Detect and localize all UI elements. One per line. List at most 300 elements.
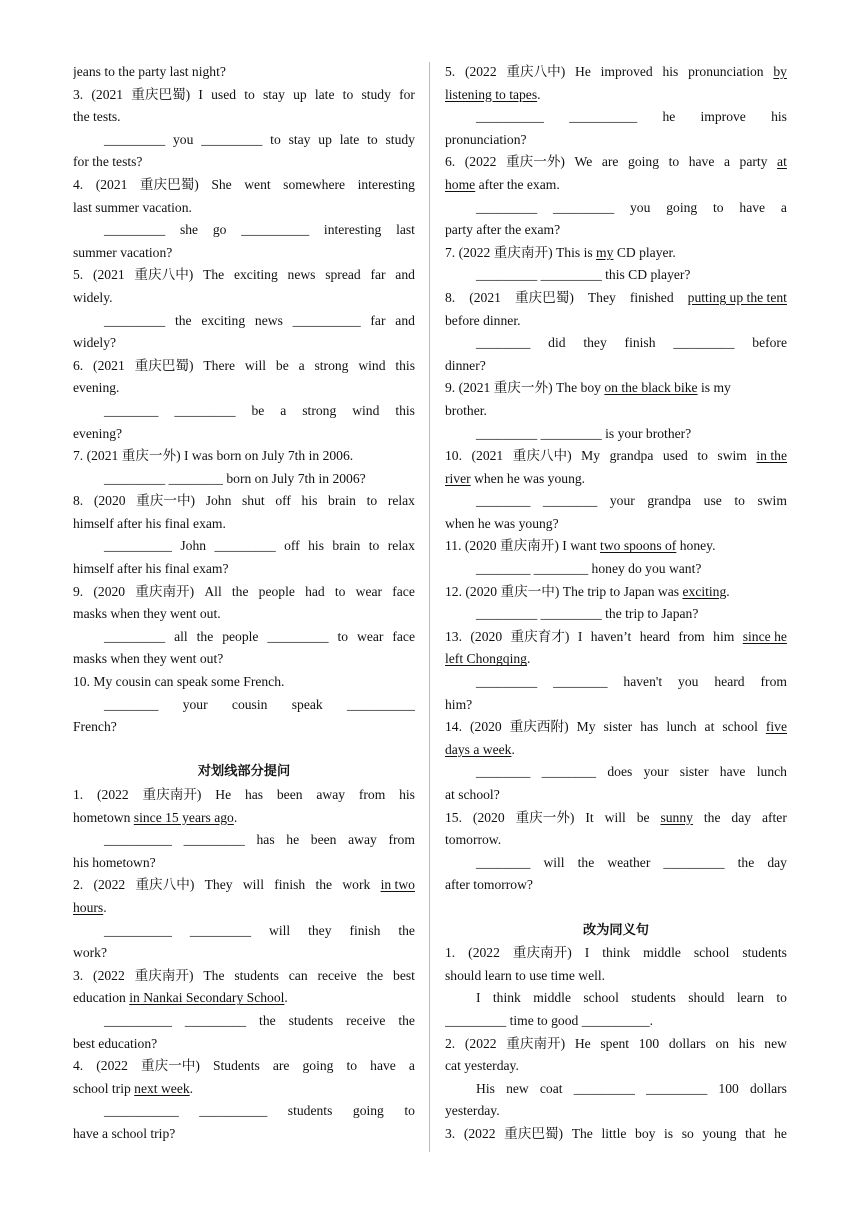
text-segment: have: [739, 199, 766, 215]
text-segment: been: [276, 787, 303, 802]
text-line: [445, 965, 787, 988]
text-line: [445, 942, 787, 965]
text-segment: does: [607, 764, 633, 780]
text-segment: to: [334, 583, 346, 599]
text-segment: dollars: [749, 1080, 787, 1096]
text-line: [445, 535, 787, 558]
text-line: [445, 739, 787, 762]
text-segment: receive: [346, 1012, 386, 1028]
text-segment: brother.: [445, 402, 487, 418]
text-segment: sister: [603, 719, 633, 735]
text-segment: 12. (2020 重庆一中) The trip to Japan was: [445, 583, 683, 599]
text-line: [445, 1010, 787, 1033]
text-segment: new: [506, 1080, 529, 1096]
text-segment: _________: [573, 1080, 635, 1096]
text-segment: yesterday.: [445, 1103, 500, 1119]
text-segment: a: [280, 402, 287, 418]
text-segment: _________: [646, 1080, 708, 1096]
text-segment: My: [576, 719, 596, 735]
text-segment: lunch: [666, 719, 697, 735]
text-line: [445, 626, 787, 649]
text-segment: school: [583, 990, 619, 1006]
text-segment: widely.: [73, 289, 113, 305]
text-segment: hometown: [73, 809, 134, 825]
text-segment: off: [275, 493, 291, 509]
text-segment: he: [286, 832, 300, 848]
text-segment: the: [259, 1012, 276, 1028]
text-line: [445, 1033, 787, 1056]
text-line: [73, 942, 415, 965]
text-segment: is: [664, 1125, 674, 1141]
text-segment: will: [244, 357, 267, 373]
text-line: [445, 1078, 787, 1101]
text-segment: relax: [387, 538, 415, 554]
text-segment: __________: [569, 109, 638, 125]
underlined-text: hours: [73, 899, 104, 915]
text-line: [445, 332, 787, 355]
underlined-text: at: [777, 154, 787, 170]
text-segment: education: [73, 990, 130, 1006]
text-segment: the: [231, 583, 249, 599]
text-segment: the: [398, 922, 415, 938]
text-segment: haven't: [623, 674, 663, 690]
text-segment: did: [548, 335, 566, 351]
text-segment: __________: [104, 922, 172, 938]
text-segment: little: [601, 1125, 627, 1141]
text-segment: to: [404, 1103, 415, 1119]
text-segment: day: [731, 809, 752, 825]
text-segment: the: [366, 967, 384, 983]
text-line: [445, 377, 787, 400]
text-line: [445, 151, 787, 174]
text-segment: before: [752, 335, 787, 351]
text-segment: the: [398, 1012, 415, 1028]
text-segment: 8.: [73, 493, 84, 509]
text-segment: to: [337, 628, 349, 644]
text-segment: going: [302, 1058, 334, 1074]
text-line: [73, 468, 415, 491]
text-segment: the: [703, 809, 721, 825]
left-column: [73, 61, 415, 1146]
text-line: [445, 445, 787, 468]
text-line: [73, 807, 415, 830]
text-line: [73, 1078, 415, 1101]
text-segment: .: [726, 583, 730, 599]
text-segment: go: [212, 222, 227, 238]
text-line: [445, 694, 787, 717]
text-line: [73, 558, 415, 581]
text-segment: strong: [302, 402, 337, 418]
text-segment: used: [662, 448, 688, 464]
text-segment: _________: [476, 674, 538, 690]
text-segment: (2022: [464, 154, 497, 170]
text-segment: swim: [757, 493, 787, 509]
text-segment: interesting: [323, 222, 382, 238]
text-segment: grandpa: [609, 448, 654, 464]
text-segment: _________ time to good __________.: [445, 1012, 654, 1028]
text-line: [445, 829, 787, 852]
text-line: [445, 648, 787, 671]
text-segment: 重庆巴蜀): [131, 86, 191, 102]
text-segment: and: [395, 312, 415, 328]
text-segment: __________: [347, 696, 415, 712]
text-line: [73, 897, 415, 920]
text-segment: pronunciation?: [445, 131, 527, 147]
text-segment: from: [760, 674, 787, 690]
text-segment: tomorrow.: [445, 832, 502, 848]
text-line: [445, 264, 787, 287]
text-segment: 4.: [73, 176, 84, 192]
text-segment: (2022: [464, 64, 497, 79]
text-segment: evening?: [73, 425, 123, 441]
text-segment: learn: [736, 990, 764, 1006]
text-segment: have a school trip?: [73, 1125, 176, 1141]
text-line: [445, 1123, 787, 1146]
text-segment: his: [738, 1035, 755, 1051]
text-segment: 改为同义句: [583, 922, 649, 938]
text-segment: party: [739, 154, 768, 170]
text-segment: ________: [476, 854, 531, 870]
text-segment: they: [308, 922, 332, 938]
text-line: [73, 219, 415, 242]
text-segment: use: [703, 493, 722, 509]
text-line: [445, 219, 787, 242]
text-segment: ________: [476, 335, 531, 351]
text-line: [73, 423, 415, 446]
text-segment: his: [301, 493, 318, 509]
text-segment: is my: [697, 380, 731, 396]
text-segment: and: [395, 267, 415, 283]
text-segment: 2.: [445, 1035, 456, 1051]
text-segment: best: [393, 967, 415, 983]
text-segment: face: [392, 583, 415, 599]
text-segment: should learn to use time well.: [445, 967, 606, 983]
text-segment: himself after his final exam?: [73, 561, 229, 577]
text-segment: you: [678, 674, 699, 690]
text-segment: __________: [292, 312, 361, 328]
text-segment: late: [339, 131, 360, 147]
text-segment: summer vacation?: [73, 244, 173, 260]
text-segment: will: [242, 877, 264, 893]
text-line: [73, 716, 415, 739]
text-segment: lunch: [756, 764, 787, 780]
text-segment: the: [196, 628, 214, 644]
text-segment: __________: [476, 109, 544, 125]
text-segment: She: [211, 176, 232, 192]
text-segment: students: [287, 1103, 333, 1119]
text-segment: has: [256, 832, 275, 848]
text-line: [73, 874, 415, 897]
text-line: [445, 603, 787, 626]
text-line: [73, 694, 415, 717]
text-segment: finish: [624, 335, 656, 351]
text-line: [445, 761, 787, 784]
text-segment: that: [745, 1125, 766, 1141]
text-segment: shut: [242, 493, 265, 509]
spacer: [445, 897, 787, 920]
section-heading: [445, 920, 787, 943]
text-segment: off: [284, 538, 300, 554]
text-segment: when he was young?: [445, 515, 559, 531]
text-segment: ________: [541, 764, 597, 780]
text-segment: stay: [288, 131, 311, 147]
text-line: [73, 784, 415, 807]
text-segment: his: [771, 109, 787, 125]
text-line: [445, 400, 787, 423]
text-segment: will: [604, 809, 626, 825]
text-segment: _________: [189, 922, 252, 938]
text-line: [73, 852, 415, 875]
text-segment: 重庆八中): [134, 267, 194, 283]
text-segment: 3.: [445, 1125, 456, 1141]
underlined-text: two spoons of: [600, 538, 677, 554]
text-segment: dinner?: [445, 357, 486, 373]
text-line: [445, 174, 787, 197]
text-segment: relax: [387, 493, 415, 509]
section-heading: [73, 761, 415, 784]
text-segment: he: [774, 1125, 787, 1141]
text-segment: to: [244, 86, 255, 102]
text-segment: last: [396, 222, 415, 238]
text-segment: away: [348, 832, 377, 848]
text-segment: 5.: [73, 267, 84, 283]
text-segment: last summer vacation.: [73, 199, 192, 215]
text-segment: somewhere: [283, 176, 346, 192]
text-segment: the: [315, 877, 333, 893]
text-segment: finished: [629, 289, 674, 305]
text-segment: (2021: [92, 267, 125, 283]
text-line: [445, 423, 787, 446]
text-segment: (2021: [469, 289, 501, 305]
text-line: [73, 965, 415, 988]
text-segment: speak: [291, 696, 323, 712]
underlined-text: my: [596, 244, 614, 260]
text-segment: going: [666, 199, 698, 215]
text-segment: CD player.: [613, 244, 676, 260]
text-segment: I: [476, 990, 481, 1006]
text-segment: _________ _________ is your brother?: [476, 425, 692, 441]
text-segment: school trip: [73, 1080, 135, 1096]
text-line: [73, 355, 415, 378]
text-segment: the: [737, 854, 755, 870]
text-segment: _________: [174, 402, 236, 418]
text-segment: has: [640, 719, 659, 735]
text-segment: has: [244, 787, 264, 802]
text-segment: be: [636, 809, 650, 825]
text-segment: up: [318, 131, 332, 147]
text-line: [73, 445, 415, 468]
text-segment: face: [392, 628, 415, 644]
text-line: [73, 920, 415, 943]
text-segment: interesting: [357, 176, 415, 192]
text-line: [445, 874, 787, 897]
text-segment: party after the exam?: [445, 222, 561, 238]
text-line: [445, 807, 787, 830]
text-line: [73, 626, 415, 649]
text-segment: swim: [717, 448, 747, 464]
underlined-text: days a week: [445, 741, 512, 757]
text-line: [445, 513, 787, 536]
text-segment: I: [198, 86, 203, 102]
text-segment: your: [182, 696, 208, 712]
text-segment: a: [298, 357, 305, 373]
text-segment: they: [583, 335, 607, 351]
text-line: [445, 1055, 787, 1078]
text-segment: (2022: [96, 1058, 128, 1074]
text-segment: school: [693, 945, 730, 961]
text-segment: middle: [643, 945, 681, 961]
text-segment: ________: [104, 696, 159, 712]
text-segment: 1.: [73, 787, 84, 802]
text-segment: _________: [183, 832, 245, 848]
text-segment: a: [723, 154, 730, 170]
text-segment: wear: [357, 628, 384, 644]
text-segment: ________: [476, 493, 531, 509]
text-segment: masks when they went out?: [73, 651, 224, 667]
text-segment: from: [358, 787, 386, 802]
text-segment: are: [272, 1058, 290, 1074]
text-segment: 7. (2022 重庆南开) This is: [445, 244, 597, 260]
text-segment: exciting: [233, 267, 278, 283]
text-segment: improve: [700, 109, 746, 125]
text-segment: heard: [639, 628, 670, 644]
text-line: [73, 400, 415, 423]
text-segment: 3.: [73, 967, 84, 983]
text-segment: 8.: [445, 289, 456, 305]
text-segment: to: [734, 493, 745, 509]
text-segment: students: [631, 990, 676, 1006]
text-segment: I: [577, 628, 583, 644]
text-segment: _________: [104, 628, 166, 644]
text-segment: It: [585, 809, 594, 825]
text-segment: to: [776, 990, 787, 1006]
text-segment: the: [174, 312, 192, 328]
text-segment: finish: [274, 877, 306, 893]
text-segment: news: [254, 312, 283, 328]
text-segment: away: [316, 787, 346, 802]
text-segment: _________: [663, 854, 725, 870]
text-segment: 14.: [445, 719, 462, 735]
text-line: [73, 310, 415, 333]
text-segment: students: [234, 967, 279, 983]
text-line: [445, 84, 787, 107]
text-segment: think: [492, 990, 521, 1006]
text-segment: (2021: [471, 448, 504, 464]
text-segment: (2020: [470, 719, 502, 735]
text-segment: been: [310, 832, 337, 848]
text-segment: (2020: [93, 583, 126, 599]
text-segment: to: [713, 199, 724, 215]
text-segment: _________ ________ born on July 7th in 2006?: [104, 470, 366, 486]
text-segment: from: [678, 628, 705, 644]
text-line: [73, 174, 415, 197]
text-line: [73, 1033, 415, 1056]
text-line: [73, 151, 415, 174]
text-segment: his: [662, 64, 679, 79]
text-segment: the tests.: [73, 109, 121, 125]
underlined-text: river: [445, 470, 471, 486]
underlined-text: in two: [380, 877, 415, 893]
text-line: [445, 581, 787, 604]
text-segment: 重庆南开): [142, 787, 202, 802]
text-segment: middle: [533, 990, 571, 1006]
text-segment: ________: [542, 493, 598, 509]
underlined-text: in Nankai Secondary School: [129, 990, 285, 1006]
text-segment: brain: [328, 493, 356, 509]
text-segment: (2020: [93, 493, 126, 509]
text-segment: pronunciation: [688, 64, 764, 79]
text-line: [73, 490, 415, 513]
text-segment: your: [609, 493, 635, 509]
text-line: [73, 1010, 415, 1033]
text-segment: __________: [104, 832, 172, 848]
text-segment: going: [352, 1103, 384, 1119]
text-segment: your: [643, 764, 669, 780]
text-segment: 11. (2020 重庆南开) I want: [445, 538, 601, 554]
text-segment: _________: [104, 222, 166, 238]
text-segment: ________: [553, 674, 608, 690]
text-segment: (2021: [91, 86, 124, 102]
text-segment: .: [189, 1080, 194, 1096]
underlined-text: five: [765, 719, 787, 735]
text-segment: boy: [635, 1125, 656, 1141]
text-segment: far: [370, 312, 386, 328]
text-segment: will: [543, 854, 565, 870]
underlined-text: by: [773, 64, 787, 79]
text-line: [445, 987, 787, 1010]
text-line: [445, 784, 787, 807]
text-segment: _________: [104, 131, 166, 147]
text-segment: 13.: [445, 628, 462, 644]
text-segment: honey.: [676, 538, 716, 554]
text-segment: students: [288, 1012, 334, 1028]
text-segment: 6.: [445, 154, 456, 170]
spacer: [73, 739, 415, 762]
text-segment: 对划线部分提问: [197, 764, 291, 780]
underlined-text: next week: [134, 1080, 190, 1096]
text-segment: to: [668, 154, 680, 170]
text-segment: 1.: [445, 945, 456, 961]
text-segment: receive: [317, 967, 357, 983]
text-line: [445, 558, 787, 581]
text-segment: (2022: [93, 967, 125, 983]
text-segment: students: [742, 945, 787, 961]
text-segment: _________: [104, 312, 166, 328]
text-segment: you: [172, 131, 194, 147]
text-line: [73, 987, 415, 1010]
text-segment: ___________: [104, 1103, 179, 1119]
text-segment: He: [215, 787, 232, 802]
text-segment: be: [251, 402, 265, 418]
text-segment: she: [179, 222, 199, 238]
text-segment: to: [697, 448, 708, 464]
text-segment: 重庆西附): [509, 719, 569, 735]
text-segment: at: [704, 719, 715, 735]
text-segment: work?: [73, 945, 107, 961]
text-segment: 重庆八中): [135, 877, 195, 893]
text-segment: 重庆一中): [141, 1058, 200, 1074]
text-line: [73, 1055, 415, 1078]
text-line: [73, 513, 415, 536]
text-segment: 重庆一中): [136, 493, 196, 509]
text-segment: heard: [714, 674, 745, 690]
text-segment: up: [293, 86, 307, 102]
text-segment: have: [719, 764, 746, 780]
text-segment: 重庆巴蜀): [139, 176, 199, 192]
text-line: [445, 355, 787, 378]
text-segment: after: [761, 809, 787, 825]
text-line: [445, 197, 787, 220]
